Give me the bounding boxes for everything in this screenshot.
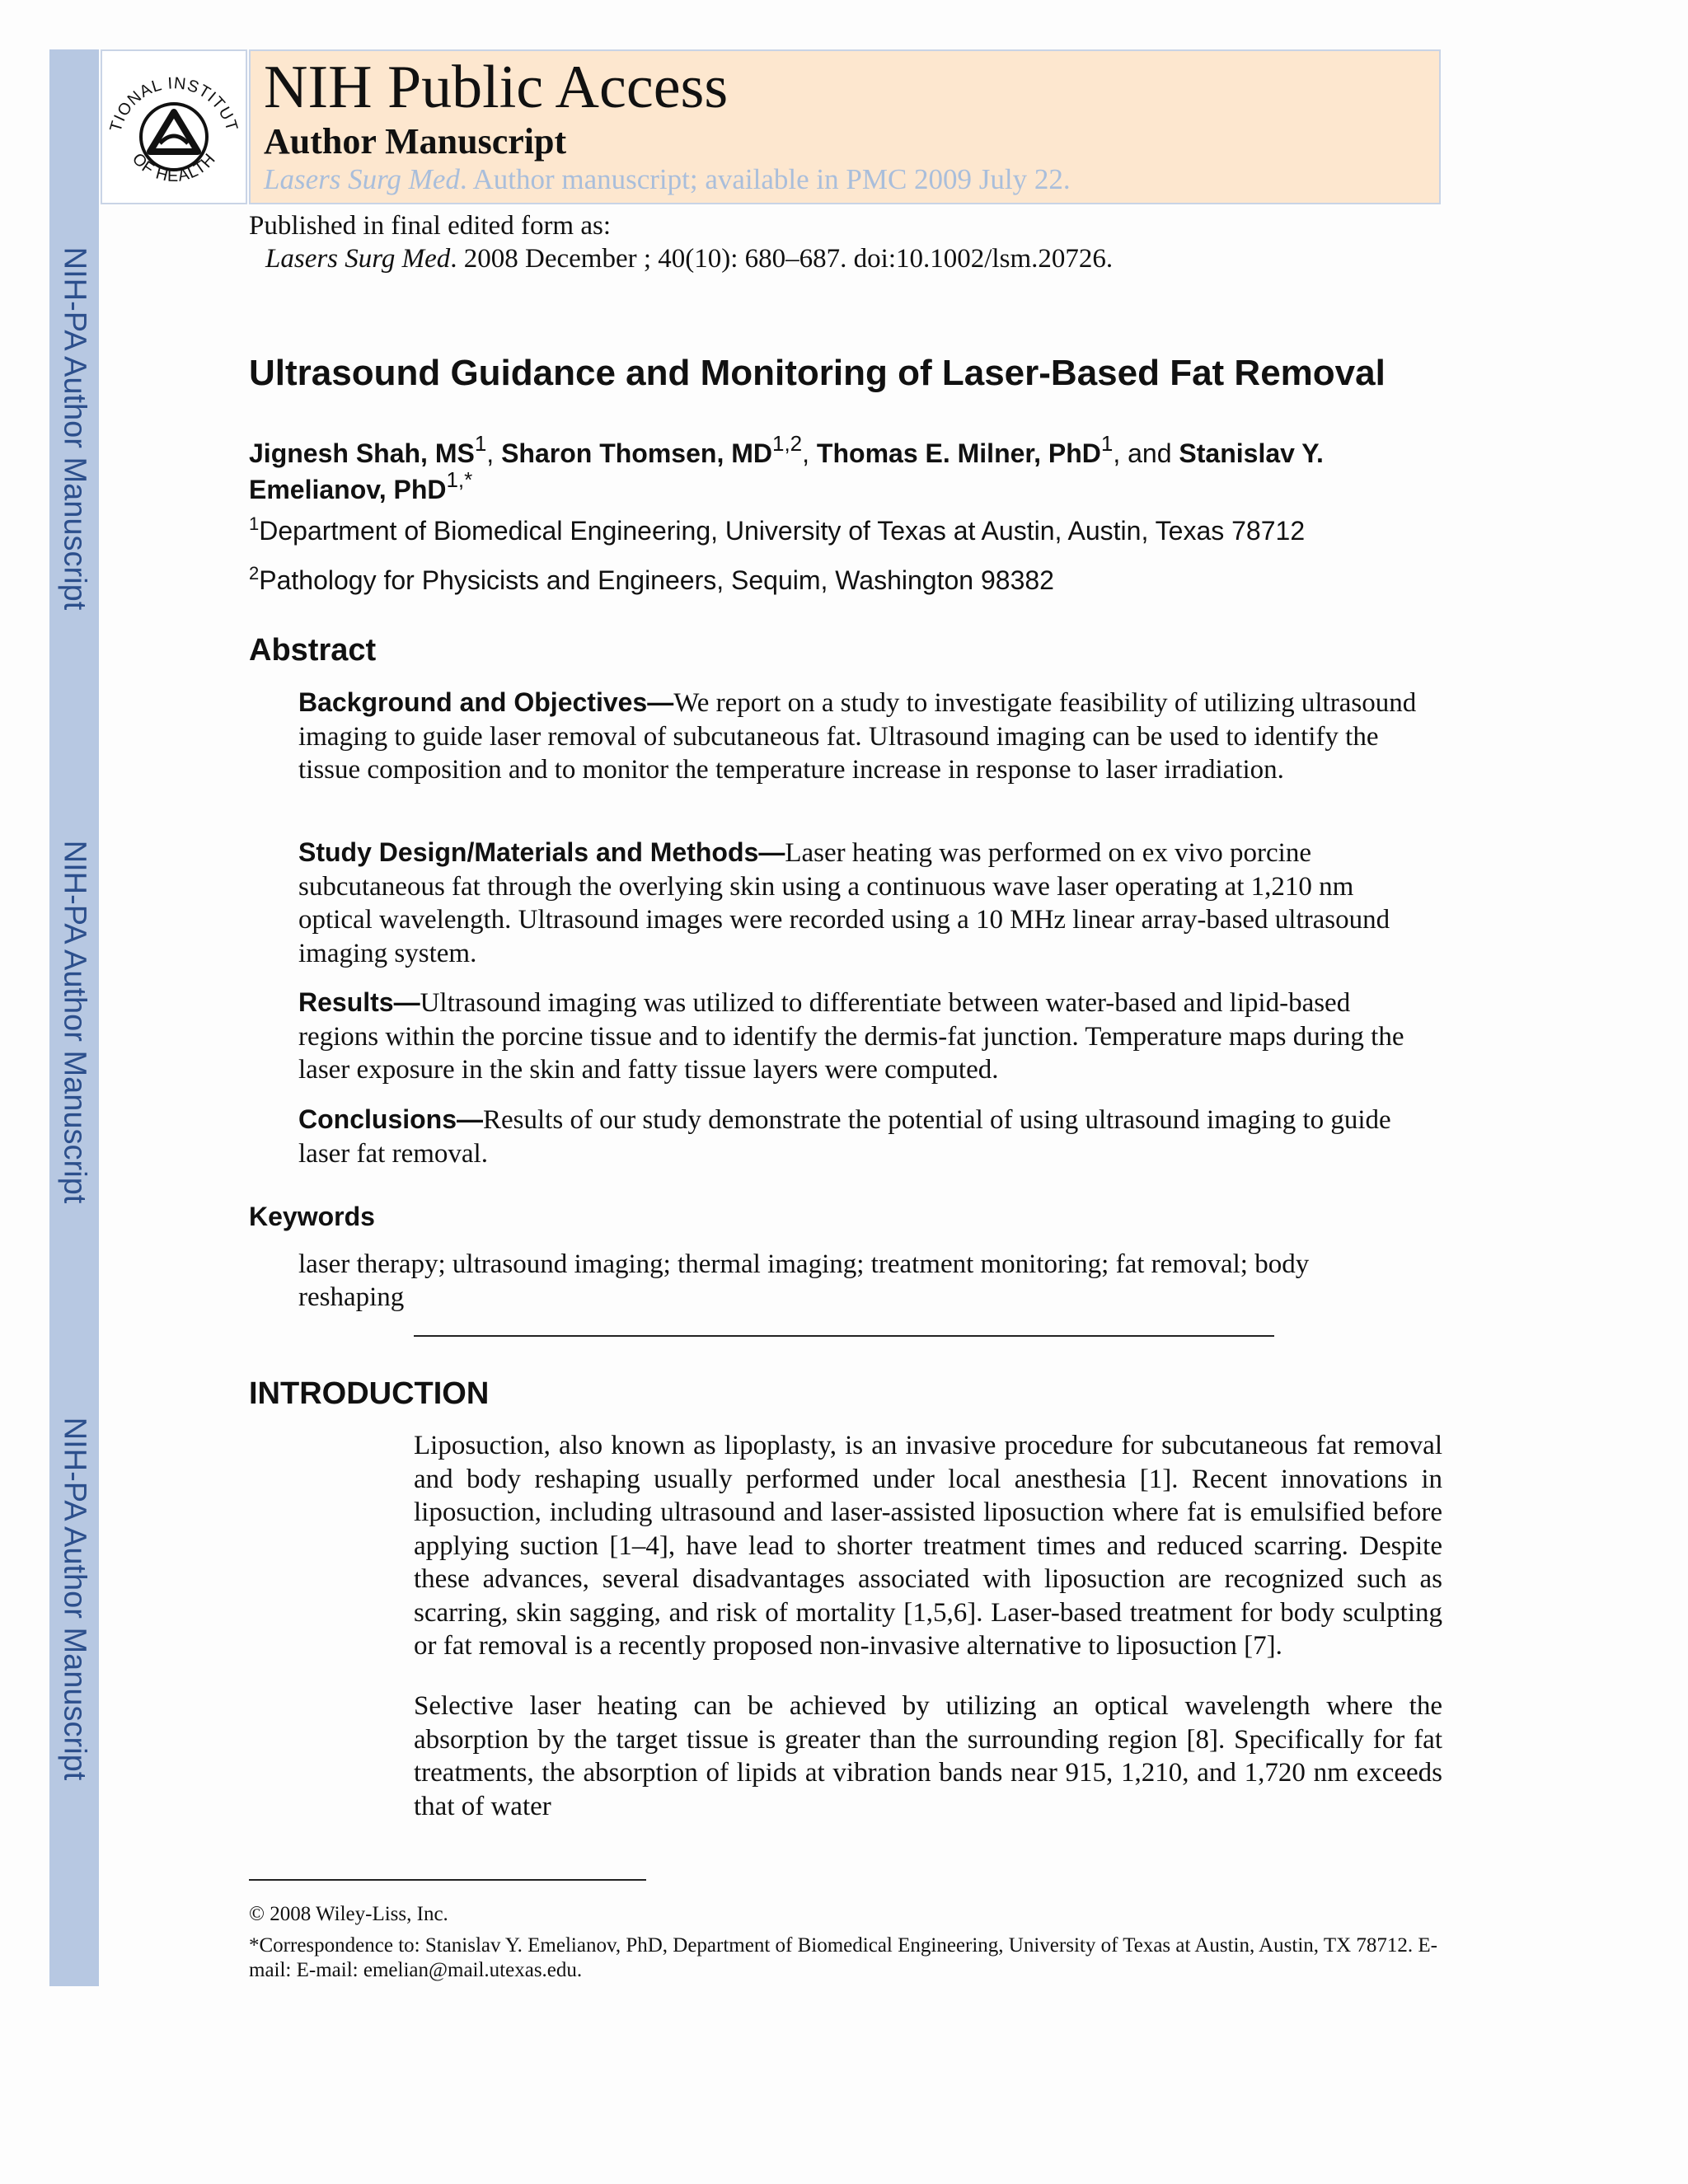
author-list: Jignesh Shah, $MS^1$, Sharon Thomsen, MD$^{1,2}$, Thomas E. Milner, PhD$^1$, and Stanislav Y. Emelianov, PhD$^{1,*}$ xyxy=(249,431,1324,504)
intro-paragraph-2: Selective laser heating can be achieved by utilizing an optical wavelength where the absorption by the target tissue is greater than the surrounding region [8]. Specifically for fat treatments, the absorption of lipids at vibration bands near 915, 1,210, and 1,720 nm exceeds that of water xyxy=(414,1691,1442,1821)
intro-paragraph-1: Liposuction, also known as lipoplasty, is an invasive procedure for subcutaneous fat removal and body reshaping usually performed under local anesthesia [1]. Recent innovations in liposuction, including ultrasound and laser-assisted liposuction where fat is emulsified before applying suction [1–4], have lead to shorter treatment times and reduced scarring. Despite these advances, several disadvantages associated with liposuction are recognized such as scarring, skin sagging, and risk of mortality [1,5,6]. Laser-based treatment for body sculpting or fat removal is a recently proposed non-invasive alternative to liposuction [7]. xyxy=(414,1431,1442,1661)
section-divider xyxy=(414,1335,1274,1337)
header-subtitle: Author Manuscript xyxy=(264,121,567,162)
logo-top-text: TIONAL INSTITUT xyxy=(106,74,241,134)
copyright-note: © 2008 Wiley-Liss, Inc. xyxy=(249,1903,448,1925)
header-title: NIH Public Access xyxy=(264,54,729,121)
citation-line: Lasers Surg Med. 2008 December ; 40(10): 680–687. doi:10.1002/lsm.20726. xyxy=(265,244,1114,274)
nih-logo xyxy=(101,49,247,204)
published-line: Published in final edited form as: xyxy=(249,211,612,241)
nih-header xyxy=(249,49,1441,204)
abstract-background: Background and Objectives—We report on a study to investigate feasibility of utilizing ultrasound imaging to guide laser removal of subcutaneous fat. Ultrasound imaging can be used to identify the tissue composition and to monitor the temperature increase in response to laser irradiation. xyxy=(298,687,1417,785)
article-title: Ultrasound Guidance and Monitoring of Laser-Based Fat Removal xyxy=(249,353,1386,393)
affiliation-1: $^1$Department of Biomedical Engineering, University of Texas at Austin, Austin, Texas 78712 xyxy=(249,513,1306,546)
affiliation-2: $^2$Pathology for Physicists and Engineers, Sequim, Washington 98382 xyxy=(249,563,1054,595)
svg-text:OF HEALTH xyxy=(129,150,220,185)
abstract-results: Results—Ultrasound imaging was utilized to differentiate between water-based and lipid-based regions within the porcine tissue and to identify the dermis-fat junction. Temperature maps during the laser exposure in the skin and fatty tissue layers were computed. xyxy=(298,987,1404,1085)
correspondence-note: *Correspondence to: Stanislav Y. Emelianov, PhD, Department of Biomedical Engineering, University of Texas at Austin, Austin, TX 78712. E-mail: E-mail: emelian@mail.utexas.edu. xyxy=(249,1934,1438,1981)
logo-bottom-text: OF HEALTH xyxy=(128,149,220,185)
nih-seal-icon xyxy=(102,51,246,203)
introduction-heading: INTRODUCTION xyxy=(249,1376,490,1411)
abstract-conclusions: Conclusions—Results of our study demonstrate the potential of using ultrasound imaging to guide laser fat removal. xyxy=(298,1104,1391,1169)
keywords-heading: Keywords xyxy=(249,1202,375,1231)
header-availability: Lasers Surg Med. Author manuscript; available in PMC 2009 July 22. xyxy=(264,163,1071,195)
abstract-heading: Abstract xyxy=(249,633,377,668)
abstract-methods: Study Design/Materials and Methods—Laser heating was performed on ex vivo porcine subcutaneous fat through the overlying skin using a continuous wave laser operating at 1,210 nm optical wavelength. Ultrasound images were recorded using a 10 MHz linear array-based ultrasound imaging system. xyxy=(298,837,1390,968)
keywords-list: laser therapy; ultrasound imaging; thermal imaging; treatment monitoring; fat removal; body reshaping xyxy=(298,1249,1310,1312)
footnote-rule xyxy=(249,1879,646,1881)
